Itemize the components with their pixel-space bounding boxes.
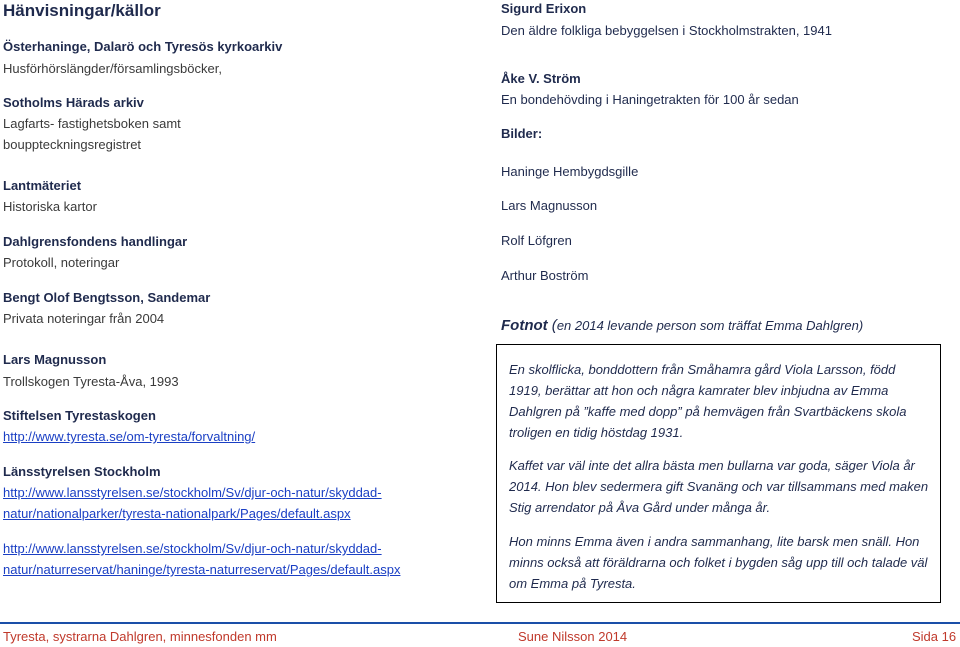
tyresta-link[interactable]: http://www.tyresta.se/om-tyresta/forvaltning/: [3, 429, 256, 444]
source-title: Bengt Olof Bengtsson, Sandemar: [3, 290, 211, 305]
box-paragraph: En skolflicka, bonddottern från Småhamra gård Viola Larsson, född 1919, berättar att hon och några kamrater blev inbjudna av Emma Dahlgren på ”kaffe med dopp” på hemvägen från Svartbäckens skola troligen en tidig höstdag 1931.: [509, 362, 907, 440]
source-description: En bondehövding i Haningetrakten för 100 år sedan: [501, 92, 799, 107]
footnote-paren: (: [547, 317, 557, 334]
source-title: Sigurd Erixon: [501, 1, 587, 16]
lansstyrelsen-link[interactable]: http://www.lansstyrelsen.se/stockholm/Sv/djur-och-natur/skyddad-: [3, 485, 382, 500]
footer-author: Sune Nilsson 2014: [518, 629, 628, 644]
box-paragraph: Hon minns Emma även i andra sammanhang, lite barsk men snäll. Hon minns också att föräldrarna och folket i bygden såg upp till och talade väl om Emma på Tyresta.: [509, 534, 928, 591]
naturreservat-link[interactable]: http://www.lansstyrelsen.se/stockholm/Sv/djur-och-natur/skyddad-: [3, 541, 382, 556]
source-title: Lars Magnusson: [3, 352, 107, 367]
image-credit: Arthur Boström: [501, 268, 589, 283]
naturreservat-link[interactable]: natur/naturreservat/haninge/tyresta-naturreservat/Pages/default.aspx: [3, 562, 401, 577]
footer-title: Tyresta, systrarna Dahlgren, minnesfonden mm: [3, 629, 277, 644]
source-description: Husförhörslängder/församlingsböcker,: [3, 61, 222, 76]
source-description: Historiska kartor: [3, 199, 97, 214]
source-description: Protokoll, noteringar: [3, 255, 120, 270]
source-title: Österhaninge, Dalarö och Tyresös kyrkoarkiv: [3, 39, 283, 54]
source-description: bouppteckningsregistret: [3, 137, 142, 152]
box-paragraph: Kaffet var väl inte det allra bästa men bullarna var goda, säger Viola år 2014. Hon blev sedermera gift Svanäng och var tillsammans med maken Stig arrendator på Åva Gård under många år.: [509, 458, 929, 515]
page-heading: Hänvisningar/källor: [3, 1, 161, 20]
footnote-text: en 2014 levande person som träffat Emma Dahlgren): [556, 318, 864, 333]
footnote-label: Fotnot: [501, 317, 548, 334]
source-description: Trollskogen Tyresta-Åva, 1993: [3, 374, 179, 389]
footer-divider: [0, 622, 960, 624]
source-title: Åke V. Ström: [501, 71, 581, 86]
source-description: Lagfarts- fastighetsboken samt: [3, 116, 181, 131]
source-description: Privata noteringar från 2004: [3, 311, 165, 326]
page-number: Sida 16: [912, 629, 957, 644]
image-credit: Rolf Löfgren: [501, 233, 572, 248]
image-credit: Lars Magnusson: [501, 198, 598, 213]
bilder-label: Bilder:: [501, 126, 543, 141]
source-title: Länsstyrelsen Stockholm: [3, 464, 161, 479]
source-title: Stiftelsen Tyrestaskogen: [3, 408, 156, 423]
footnote-box: [496, 344, 941, 603]
source-title: Lantmäteriet: [3, 178, 82, 193]
source-description: Den äldre folkliga bebyggelsen i Stockholmstrakten, 1941: [501, 23, 832, 38]
footnote-heading: [501, 317, 863, 334]
source-title: Sotholms Härads arkiv: [3, 95, 144, 110]
source-title: Dahlgrensfondens handlingar: [3, 234, 188, 249]
lansstyrelsen-link[interactable]: natur/nationalparker/tyresta-nationalpark/Pages/default.aspx: [3, 506, 351, 521]
image-credit: Haninge Hembygdsgille: [501, 164, 639, 179]
